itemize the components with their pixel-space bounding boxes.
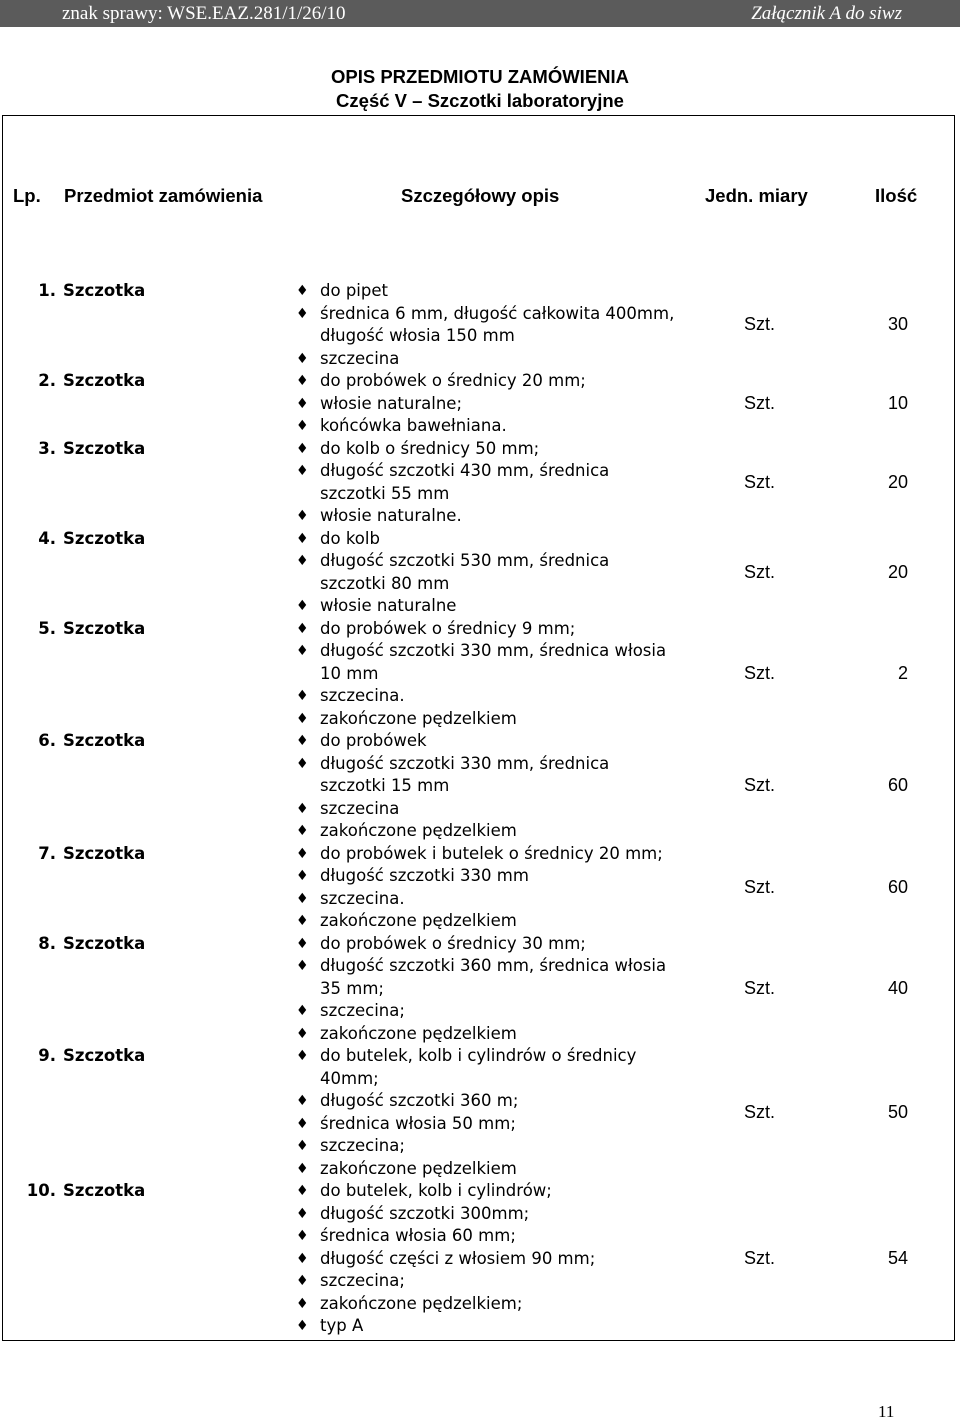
bullet-text: szczecina [320,798,400,818]
diamond-bullet-icon: ♦ [296,1025,309,1042]
diamond-bullet-icon: ♦ [296,1138,309,1154]
bullet-item [296,1270,595,1293]
diamond-bullet-icon: ♦ [296,305,309,322]
bullet-item [296,1203,595,1226]
bullet-item [296,753,609,776]
item-description [296,843,663,933]
document-header-bar [0,0,960,27]
column-header-lp: Lp. [13,185,41,206]
bullet-text: do probówek o średnicy 20 mm; [320,371,586,390]
item-name: Szczotka [63,1046,146,1065]
diamond-bullet-icon: ♦ [296,1228,309,1244]
bullet-text: do probówek o średnicy 9 mm; [320,618,576,638]
bullet-item [296,1000,666,1023]
bullet-item [296,1225,595,1248]
bullet-item [296,1180,595,1203]
quantity: 10 [887,392,908,413]
item-description [296,618,666,731]
quantity: 20 [887,471,908,492]
bullet-item [296,505,609,528]
bullet-text: szczecina. [320,888,405,908]
diamond-bullet-icon: ♦ [296,1250,309,1267]
item-name: Szczotka [63,843,146,863]
bullet-text: długość szczotki 330 mm [320,866,529,885]
bullet-text: zakończone pędzelkiem; [320,1293,523,1313]
row-number: 10. [26,1181,56,1200]
bullet-item-continuation [296,1068,636,1091]
bullet-item [296,1248,595,1271]
item-description [296,528,609,618]
bullet-text: szczecina. [320,686,405,705]
bullet-item [296,1293,595,1316]
bullet-item [296,843,663,866]
bullet-text: do probówek [320,731,427,750]
bullet-text: 10 mm [320,663,379,683]
bullet-text: długość części z włosiem 90 mm; [320,1248,596,1268]
unit-of-measure: Szt. [744,1101,776,1122]
diamond-bullet-icon: ♦ [296,1205,309,1222]
bullet-text: typ A [320,1316,364,1335]
item-name: Szczotka [63,371,146,390]
diamond-bullet-icon: ♦ [296,373,309,389]
quantity: 20 [887,561,908,582]
diamond-bullet-icon: ♦ [296,823,309,839]
bullet-item [296,685,666,708]
case-reference: znak sprawy: WSE.EAZ.281/1/26/10 [62,3,346,24]
diamond-bullet-icon: ♦ [296,643,309,659]
unit-of-measure: Szt. [744,775,776,796]
diamond-bullet-icon: ♦ [296,598,309,614]
row-number: 1. [38,281,56,300]
bullet-item [296,528,609,551]
diamond-bullet-icon: ♦ [296,733,309,749]
diamond-bullet-icon: ♦ [296,418,309,434]
diamond-bullet-icon: ♦ [296,845,309,862]
item-description [296,370,586,438]
bullet-text: średnica włosia 50 mm; [320,1113,516,1133]
diamond-bullet-icon: ♦ [296,1273,309,1289]
bullet-item [296,820,609,843]
unit-of-measure: Szt. [744,314,776,334]
column-header-quantity: Ilość [875,185,918,206]
bullet-item [296,393,586,416]
bullet-item [296,640,666,663]
item-description [296,730,609,843]
diamond-bullet-icon: ♦ [296,530,309,547]
bullet-item [296,618,666,641]
item-name: Szczotka [63,528,146,548]
bullet-text: do probówek i butelek o średnicy 20 mm; [320,843,663,863]
bullet-text: średnica 6 mm, długość całkowita 400mm, [320,303,675,323]
unit-of-measure: Szt. [744,662,776,683]
bullet-item [296,348,674,371]
row-number: 6. [38,731,56,750]
diamond-bullet-icon: ♦ [296,800,309,817]
bullet-item [296,730,609,753]
bullet-text: włosie naturalne; [320,393,462,413]
bullet-text: szczecina; [320,1001,405,1020]
bullet-text: 40mm; [320,1068,379,1088]
item-description [296,438,609,528]
quantity: 40 [887,977,908,998]
diamond-bullet-icon: ♦ [296,890,309,907]
bullet-text: 35 mm; [320,978,384,998]
bullet-text: długość szczotki 360 m; [320,1091,519,1110]
document-title: OPIS PRZEDMIOTU ZAMÓWIENIA [330,66,630,87]
bullet-text: szczotki 55 mm [320,483,450,503]
quantity: 30 [887,314,908,334]
document-subtitle: Część V – Szczotki laboratoryjne [336,90,624,111]
row-number: 8. [38,933,56,953]
diamond-bullet-icon: ♦ [296,1318,309,1334]
bullet-text: zakończone pędzelkiem [320,1023,517,1043]
diamond-bullet-icon: ♦ [296,283,309,299]
bullet-item-continuation [296,483,609,506]
bullet-item [296,1090,636,1113]
unit-of-measure: Szt. [744,471,776,492]
diamond-bullet-icon: ♦ [296,440,309,457]
row-number: 7. [38,843,56,863]
diamond-bullet-icon: ♦ [296,1115,309,1132]
diamond-bullet-icon: ♦ [296,463,309,479]
unit-of-measure: Szt. [744,392,776,413]
unit-of-measure: Szt. [744,561,776,582]
diamond-bullet-icon: ♦ [296,395,309,412]
bullet-item [296,1045,636,1068]
column-header-description: Szczegółowy opis [401,185,560,206]
item-description [296,933,666,1046]
diamond-bullet-icon: ♦ [296,1048,309,1064]
bullet-text: zakończone pędzelkiem [320,708,517,728]
bullet-item [296,1023,666,1046]
bullet-item [296,280,674,303]
diamond-bullet-icon: ♦ [296,868,309,884]
bullet-text: szczecina [320,348,400,368]
diamond-bullet-icon: ♦ [296,350,309,367]
quantity: 50 [887,1101,908,1122]
row-number: 4. [38,528,56,548]
bullet-text: długość szczotki 530 mm, średnica [320,551,610,570]
item-name: Szczotka [63,618,146,638]
bullet-text: końcówka bawełniana. [320,416,507,435]
diamond-bullet-icon: ♦ [296,710,309,727]
bullet-item-continuation [296,775,609,798]
page-number: 11 [878,1402,895,1421]
unit-of-measure: Szt. [744,876,776,897]
bullet-item [296,438,609,461]
bullet-item [296,303,674,326]
bullet-item [296,595,609,618]
bullet-text: szczecina; [320,1136,405,1155]
row-number: 2. [38,371,56,390]
bullet-item [296,1158,636,1181]
diamond-bullet-icon: ♦ [296,688,309,704]
bullet-text: do kolb o średnicy 50 mm; [320,438,540,458]
bullet-text: szczotki 80 mm [320,573,450,593]
bullet-text: włosie naturalne [320,596,457,615]
bullet-text: do kolb [320,528,380,548]
diamond-bullet-icon: ♦ [296,1160,309,1177]
bullet-text: zakończone pędzelkiem [320,821,517,840]
quantity: 60 [887,876,908,897]
row-number: 3. [38,438,56,458]
quantity: 2 [897,662,908,683]
bullet-item [296,460,609,483]
bullet-item [296,370,586,393]
quantity: 54 [887,1247,908,1268]
column-header-item: Przedmiot zamówienia [64,185,263,206]
item-description [296,1045,636,1180]
bullet-item [296,1315,595,1338]
attachment-label: Załącznik A do siwz [751,3,902,24]
diamond-bullet-icon: ♦ [296,1003,309,1019]
bullet-item [296,955,666,978]
bullet-text: do butelek, kolb i cylindrów; [320,1181,552,1200]
bullet-item [296,1113,636,1136]
diamond-bullet-icon: ♦ [296,1093,309,1109]
bullet-text: do pipet [320,281,388,300]
row-number: 5. [38,618,56,638]
diamond-bullet-icon: ♦ [296,913,309,929]
diamond-bullet-icon: ♦ [296,935,309,952]
bullet-text: szczecina; [320,1271,405,1290]
item-name: Szczotka [63,1181,146,1200]
unit-of-measure: Szt. [744,977,776,998]
item-name: Szczotka [63,731,146,750]
bullet-item [296,865,663,888]
bullet-item [296,888,663,911]
bullet-text: długość szczotki 430 mm, średnica [320,461,610,480]
diamond-bullet-icon: ♦ [296,755,309,772]
unit-of-measure: Szt. [744,1247,776,1268]
bullet-item-continuation [296,573,609,596]
diamond-bullet-icon: ♦ [296,620,309,637]
bullet-text: długość szczotki 330 mm, średnica [320,753,610,773]
bullet-text: do butelek, kolb i cylindrów o średnicy [320,1046,637,1065]
bullet-text: długość szczotki 360 mm, średnica włosia [320,956,667,975]
bullet-text: długość szczotki 300mm; [320,1203,530,1223]
diamond-bullet-icon: ♦ [296,1295,309,1312]
bullet-text: średnica włosia 60 mm; [320,1226,516,1245]
bullet-text: włosie naturalne. [320,506,462,525]
item-name: Szczotka [63,281,146,300]
bullet-item-continuation [296,325,674,348]
bullet-item [296,550,609,573]
item-description [296,1180,595,1338]
bullet-text: zakończone pędzelkiem [320,911,517,930]
item-name: Szczotka [63,438,146,458]
diamond-bullet-icon: ♦ [296,958,309,974]
bullet-item-continuation [296,663,666,686]
bullet-text: zakończone pędzelkiem [320,1158,517,1178]
column-header-unit: Jedn. miary [705,185,808,206]
bullet-text: długość włosia 150 mm [320,326,515,345]
diamond-bullet-icon: ♦ [296,508,309,524]
bullet-item [296,708,666,731]
diamond-bullet-icon: ♦ [296,1183,309,1199]
bullet-item [296,1135,636,1158]
bullet-item [296,933,666,956]
bullet-item [296,910,663,933]
bullet-text: długość szczotki 330 mm, średnica włosia [320,641,667,660]
bullet-item-continuation [296,978,666,1001]
row-number: 9. [38,1046,56,1065]
bullet-text: do probówek o średnicy 30 mm; [320,933,586,953]
item-name: Szczotka [63,933,146,953]
bullet-text: szczotki 15 mm [320,776,450,795]
quantity: 60 [887,775,908,796]
bullet-item [296,798,609,821]
diamond-bullet-icon: ♦ [296,553,309,569]
item-description [296,280,674,370]
bullet-item [296,415,586,438]
